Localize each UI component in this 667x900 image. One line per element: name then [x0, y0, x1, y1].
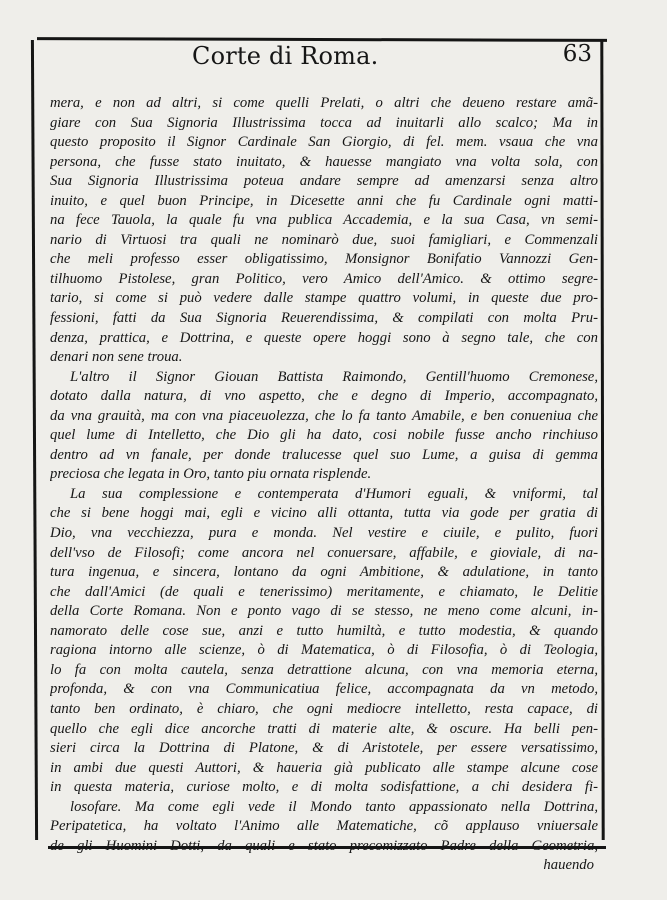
text-line: losofare. Ma come egli vede il Mondo tanto appassionato nella Dottrina,	[70, 798, 598, 815]
text-line: de gli Huomini Dotti, da quali e stato precomizzato Padre della Geometria,	[50, 837, 598, 854]
text-line: da vna grauità, ma con vna piaceuolezza, che lo fa tanto Amabile, e ben conueniua che	[50, 407, 598, 424]
text-line: mera, e non ad altri, si come quelli Prelati, o altri che deueno restare amã-	[50, 95, 598, 111]
text-line: L'altro il Signor Giouan Battista Raimondo, Gentill'huomo Cremonese,	[70, 368, 598, 385]
text-line: che meli professo esser obligatissimo, Monsignor Bonifatio Vannozzi Gen-	[50, 251, 598, 268]
text-line: dentro ad vn fanale, per donde tralucesse quel suo Lume, a guisa di gemma	[50, 446, 598, 463]
text-line: questo proposito il Signor Cardinale San Giorgio, di fel. mem. vsaua che vna	[50, 134, 598, 151]
text-line: preciosa che legata in Oro, tanto piu ornata risplende.	[50, 466, 372, 483]
running-head	[50, 41, 600, 79]
text-line: inuito, e quel buon Principe, in Dicesette anni che fu Cardinale ogni matti-	[50, 192, 598, 209]
text-line: namorato delle cose sue, anzi e tutto humiltà, e tutto modestia, & quando	[50, 622, 598, 639]
text-line: denari non sene troua.	[50, 349, 183, 366]
text-line: tura ingenua, e sincera, lontano da ogni Ambitione, & adulatione, in tanto	[50, 564, 598, 581]
text-line: giare con Sua Signoria Illustrissima tocca ad inuitarli allo scalco; Ma in	[50, 114, 598, 131]
text-line: fessioni, fatti da Sua Signoria Reuerendissima, & compilati con molta Pru-	[50, 310, 598, 327]
text-line: in questa materia, curiose molto, e di molta sodisfattione, a chi desidera fi-	[50, 779, 598, 796]
text-line: quello che egli dice ancorche tratti di materie alte, & oscure. Ha belli pen-	[50, 720, 598, 737]
body-text	[50, 94, 598, 876]
text-line: che dall'Amici (de quali e tenerissimo) meritamente, e chiamato, le Delitie	[50, 583, 598, 600]
text-line: lo fa con molta cautela, senza detrattione alcuna, con vna memoria eterna,	[50, 661, 598, 678]
text-line: na fece Tauola, la quale fu vna publica Accademia, e la sua Casa, vn semi-	[50, 212, 598, 229]
text-line: quel lume di Intelletto, che Dio gli ha dato, cosi nobile fusse ancho rinchiuso	[50, 427, 598, 444]
text-line: Sua Signoria Illustrissima poteua andare sempre ad amenzarsi senza altro	[50, 173, 598, 190]
text-line: Dio, vna vecchiezza, pura e monda. Nel vestire e ciuile, e pulito, fuori	[50, 525, 598, 542]
text-line: della Corte Romana. Non e ponto vago di se stesso, ne meno come alcuni, in-	[50, 603, 598, 620]
text-line: dell'vso de Filosofi; come ancora nel conuersare, affabile, e gioviale, di na-	[50, 544, 598, 561]
text-line: dotato dalla natura, di vno aspetto, che e degno di Imperio, accompagnato,	[50, 388, 598, 405]
page-number: 63	[562, 41, 592, 67]
text-line: in ambi due questi Auttori, & haueria già publicato alle stampe alcune cose	[50, 759, 598, 776]
text-line: Peripatetica, ha voltato l'Animo alle Matematiche, cõ applauso vniuersale	[50, 818, 598, 835]
text-line: tilhuomo Pistolese, gran Politico, vero Amico dell'Amico. & ottimo segre-	[50, 270, 598, 287]
running-head-title: Corte di Roma.	[192, 42, 379, 70]
right-border-rule	[600, 40, 604, 840]
text-line: La sua complessione e contemperata d'Humori eguali, & vniformi, tal	[70, 485, 598, 502]
text-line: persona, che fusse stato inuitato, & hauesse mangiato vna volta sola, con	[50, 153, 598, 170]
text-line: sieri circa la Dottrina di Platone, & di Aristotele, per essere versatissimo,	[50, 740, 598, 757]
text-line: denza, prattica, e Dottrina, e queste opere hoggi sono à segno tale, che con	[50, 329, 598, 346]
text-line: nario di Virtuosi tra quali ne nominarò due, suoi famigliari, e Commenzali	[50, 231, 598, 248]
left-border-rule	[31, 40, 38, 840]
text-line: tanto ben ordinato, è chiaro, che ogni mediocre intelletto, resta capace, di	[50, 700, 598, 717]
text-line: ragiona intorno alle scienze, ò di Matematica, ò di Filosofia, ò di Teologia,	[50, 642, 598, 659]
text-line: tario, si come si può vedere dalle stampe quattro volumi, in queste due pro-	[50, 290, 598, 307]
catchword: hauendo	[543, 857, 594, 874]
text-line: che si bene hoggi mai, egli e vicino alli ottanta, tutta via gode per gratia di	[50, 505, 598, 522]
text-line: profonda, & con vna Communicatiua felice, accompagnata da vn metodo,	[50, 681, 598, 698]
